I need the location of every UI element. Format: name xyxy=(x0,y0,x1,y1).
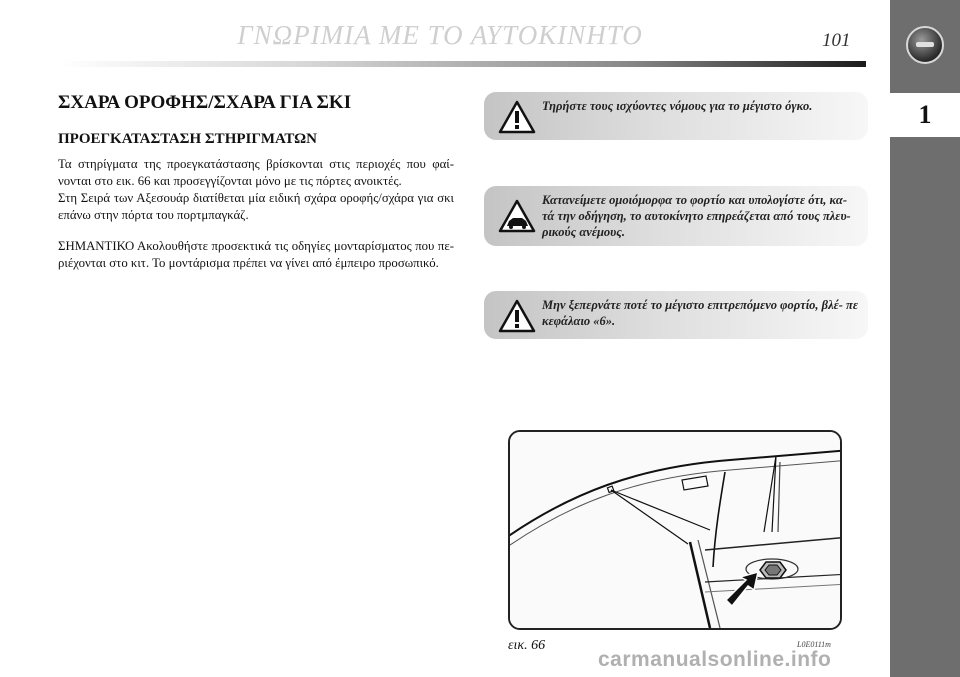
warning-triangle-icon xyxy=(498,299,536,333)
body-paragraph-3: ΣΗΜΑΝΤΙΚΟ Ακολουθήστε προσεκτικά τις οδηγίες μονταρίσματος που πε- ριέχονται στο κιτ. Το μοντάρισμα πρέπει να γίνει από έμπειρο προσωπικό. xyxy=(58,239,454,270)
page-number: 101 xyxy=(822,30,851,51)
warning-text: Μην ξεπερνάτε ποτέ το μέγιστο επιτρεπόμενο φορτίο, βλέ- πε κεφάλαιο «6». xyxy=(542,298,858,328)
warning-text: Κατανείμετε ομοιόμορφα το φορτίο και υπολογίστε ότι, κα- τά την οδήγηση, το αυτοκίνητο επηρεάζεται από τους πλευ- ρικούς ανέμους. xyxy=(542,193,851,239)
roof-rack-mount-illustration xyxy=(508,430,842,630)
warning-box-load-distribution xyxy=(484,186,868,246)
header-rule xyxy=(58,61,866,67)
figure-code: L0E0111m xyxy=(797,640,831,649)
warning-text: Τηρήστε τους ισχύοντες νόμους για το μέγιστο όγκο. xyxy=(542,99,813,113)
watermark: carmanualsonline.info xyxy=(598,648,832,671)
car-warning-icon xyxy=(498,199,536,233)
warning-box-max-volume xyxy=(484,92,868,140)
warning-triangle-icon xyxy=(498,100,536,134)
section-title: ΣΧΑΡΑ ΟΡΟΦΗΣ/ΣΧΑΡΑ ΓΙΑ ΣΚΙ xyxy=(58,92,352,113)
lancia-logo-icon xyxy=(906,26,944,64)
chapter-number: 1 xyxy=(890,93,960,137)
section-subtitle: ΠΡΟΕΓΚΑΤΑΣΤΑΣΗ ΣΤΗΡΙΓΜΑΤΩΝ xyxy=(58,131,318,147)
warning-box-max-load xyxy=(484,291,868,339)
car-roof-drawing xyxy=(510,432,840,628)
running-header-title: ΓΝΩΡΙΜΙΑ ΜΕ ΤΟ ΑΥΤΟΚΙΝΗΤΟ xyxy=(237,20,643,50)
figure-caption: εικ. 66 xyxy=(508,638,546,653)
body-paragraph-1: Τα στηρίγματα της προεγκατάστασης βρίσκονται στις περιοχές που φαί- νονται στο εικ. 66 και προσεγγίζονται μόνο με τις πόρτες ανοικτές. xyxy=(58,157,454,188)
body-paragraph-2: Στη Σειρά των Αξεσουάρ διατίθεται μία ειδική σχάρα οροφής/σχάρα για σκι επάνω στην πόρτα του πορτμπαγκάζ. xyxy=(58,191,454,222)
